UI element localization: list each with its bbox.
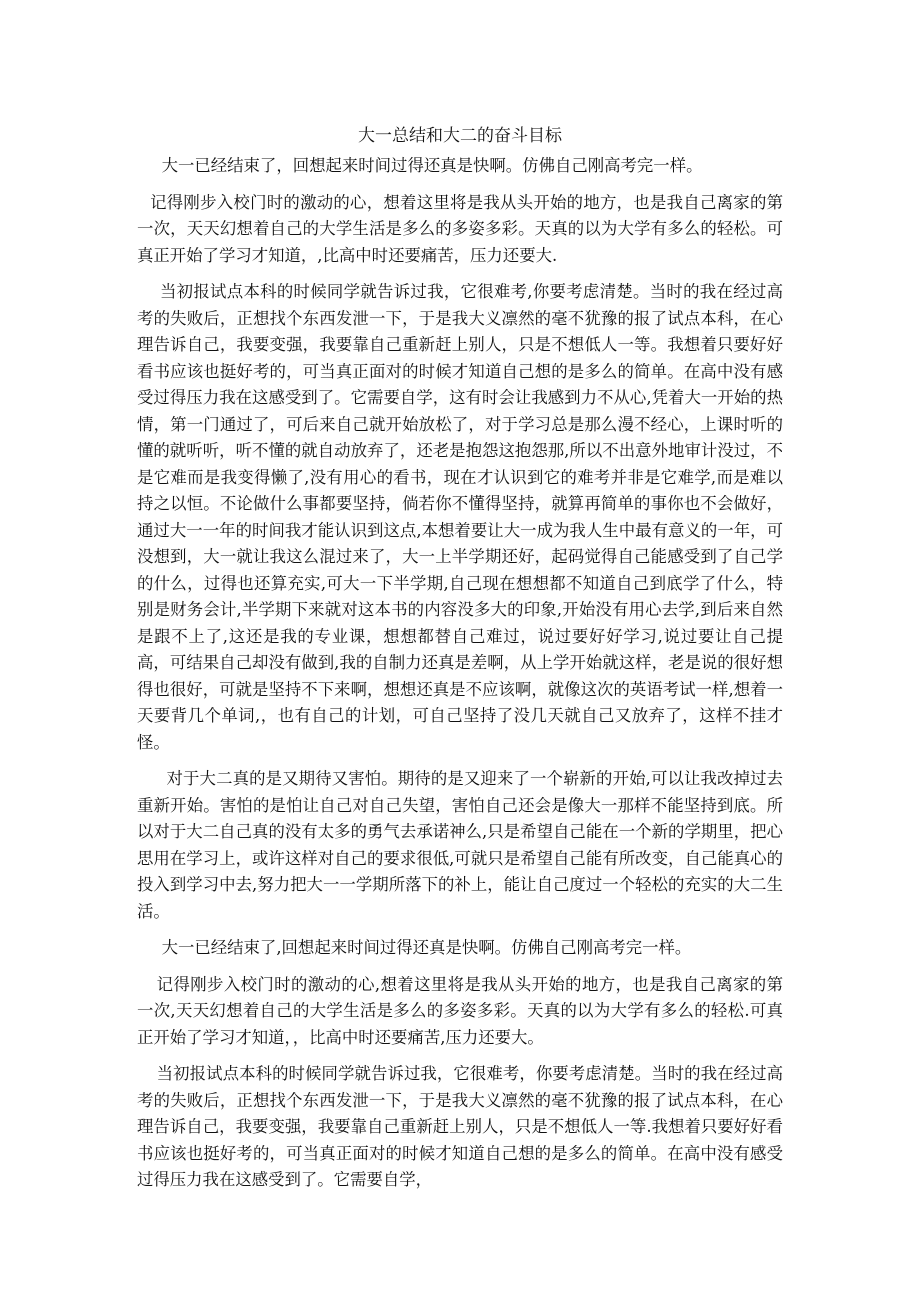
document-title: 大一总结和大二的奋斗目标	[358, 126, 562, 146]
paragraph-3: 当初报试点本科的时候同学就告诉过我，它很难考,你要考虑清楚。当时的我在经过高考的失败后，正想找个东西发泄一下，于是我大义凛然的毫不犹豫的报了试点本科，在心理告诉自己，我要变强，我要靠自己重新赶上别人，只是不想低人一等。我想着只要好好看书应该也挺好考的，可当真正面对的时候才知道自己想的是多么的简单。在高中没有感受过得压力我在这感受到了。它需要自学，这有时会让我感到力不从心,凭着大一开始的热情，第一门通过了，可后来自己就开始放松了，对于学习总是那么漫不经心，上课时听的懂的就听听，听不懂的就自动放弃了，还老是抱怨这抱怨那,所以不出意外地审计没过，不是它难而是我变得懒了,没有用心的看书，现在才认识到它的难考并非是它难学,而是难以持之以恒。不论做什么事都要坚持，倘若你不懂得坚持，就算再简单的事你也不会做好，通过大一一年的时间我才能认识到这点,本想着要让大一成为我人生中最有意义的一年，可没想到，大一就让我这么混过来了，大一上半学期还好，起码觉得自己能感受到了自己学的什么，过得也还算充实,可大一下半学期,自己现在想想都不知道自己到底学了什么，特别是财务会计,半学期下来就对这本书的内容没多大的印象,开始没有用心去学,到后来自然是跟不上了,这还是我的专业课，想想都替自己难过，说过要好好学习,说过要让自己提高，可结果自己却没有做到,我的自制力还真是差啊，从上学开始就这样，老是说的很好想得也很好，可就是坚持不下来啊，想想还真是不应该啊，就像这次的英语考试一样,想着一天要背几个单词,，也有自己的计划，可自己坚持了没几天就自己又放弃了，这样不挂才怪。	[137, 282, 783, 752]
paragraph-2: 记得刚步入校门时的激动的心，想着这里将是我从头开始的地方，也是我自己离家的第一次，天天幻想着自己的大学生活是多么的多姿多彩。天真的以为大学有多么的轻松。可真正开始了学习才知道，,比高中时还要痛苦，压力还要大.	[137, 192, 783, 265]
document-body	[137, 119, 783, 1204]
paragraph-4: 对于大二真的是又期待又害怕。期待的是又迎来了一个崭新的开始,可以让我改掉过去重新开始。害怕的是怕让自己对自己失望，害怕自己还会是像大一那样不能坚持到底。所以对于大二自己真的没有太多的勇气去承诺神么,只是希望自己能在一个新的学期里，把心思用在学习上，或许这样对自己的要求很低,可就只是希望自己能有所改变，自己能真心的投入到学习中去,努力把大一一学期所落下的补上，能让自己度过一个轻松的充实的大二生活。	[137, 769, 783, 921]
paragraph-5: 大一已经结束了,回想起来时间过得还真是快啊。仿佛自己刚高考完一样。	[161, 938, 692, 957]
paragraph-1: 大一已经结束了，回想起来时间过得还真是快啊。仿佛自己刚高考完一样。	[161, 156, 703, 175]
paragraph-6: 记得刚步入校门时的激动的心,想着这里将是我从头开始的地方，也是我自己离家的第一次,天天幻想着自己的大学生活是多么的多姿多彩。天真的以为大学有多么的轻松.可真正开始了学习才知道，，比高中时还要痛苦,压力还要大。	[137, 974, 783, 1047]
paragraph-7: 当初报试点本科的时候同学就告诉过我，它很难考，你要考虑清楚。当时的我在经过高考的失败后，正想找个东西发泄一下，于是我大义凛然的毫不犹豫的报了试点本科，在心理告诉自己，我要变强，我要靠自己重新赶上别人，只是不想低人一等.我想着只要好好看书应该也挺好考的，可当真正面对的时候才知道自己想的是多么的简单。在高中没有感受过得压力我在这感受到了。它需要自学，	[137, 1064, 783, 1189]
